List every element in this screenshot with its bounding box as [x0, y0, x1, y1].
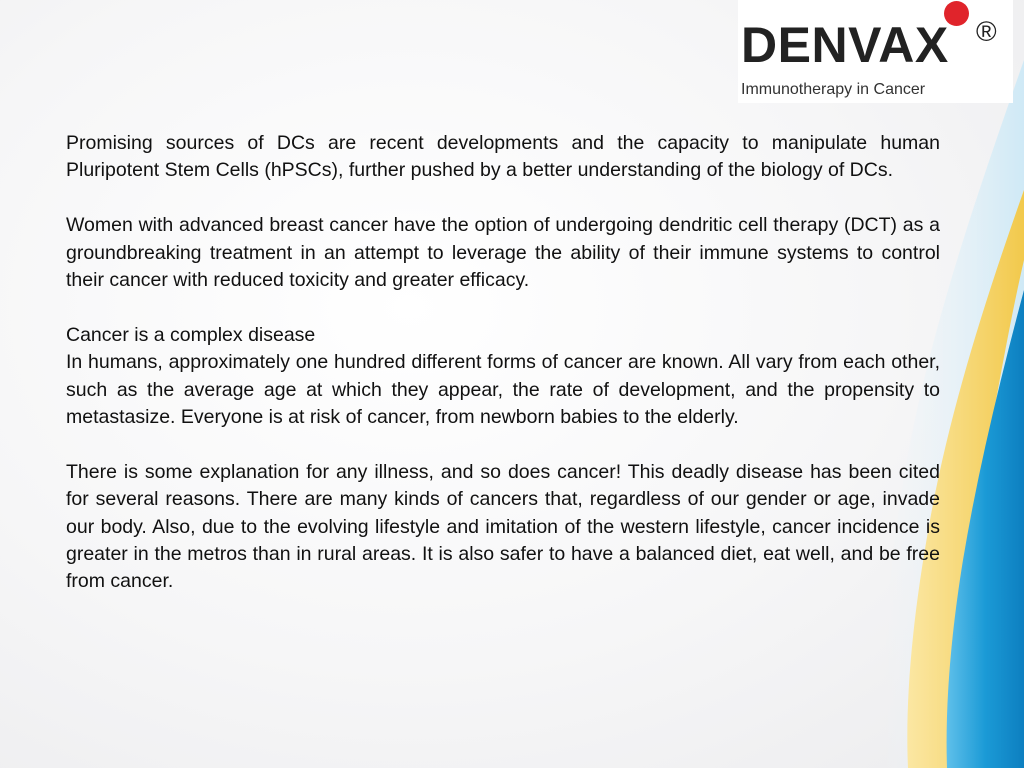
- logo-wordmark: DENVAX: [741, 17, 949, 73]
- registered-mark: ®: [976, 16, 997, 47]
- body-text: [66, 130, 940, 623]
- logo-tagline: Immunotherapy in Cancer: [741, 81, 926, 98]
- paragraph-body: In humans, approximately one hundred different forms of cancer are known. All vary from each other, such as the average age at which they appear, the rate of development, and the propensity to metastasize. Everyone is at risk of cancer, from newborn babies to the elderly.: [66, 351, 940, 429]
- paragraph-heading: Cancer is a complex disease: [66, 323, 316, 346]
- paragraph-explanation: There is some explanation for any illness, and so does cancer! This deadly disease has been cited for several reasons. There are many kinds of cancers that, regardless of our gender or age, invade our body. Also, due to the evolving lifestyle and imitation of the western lifestyle, cancer incidence is greater in the metros than in rural areas. It is also safer to have a balanced diet, eat well, and be free from cancer.: [66, 460, 940, 593]
- paragraph-complex-disease: [66, 322, 940, 432]
- paragraph-dc-sources: Promising sources of DCs are recent developments and the capacity to manipulate human Pluripotent Stem Cells (hPSCs), further pushed by a better understanding of the biology of DCs.: [66, 132, 940, 182]
- paragraph-breast-cancer: Women with advanced breast cancer have the option of undergoing dendritic cell therapy (DCT) as a groundbreaking treatment in an attempt to leverage the ability of their immune systems to control their cancer with reduced toxicity and greater efficacy.: [66, 214, 940, 292]
- denvax-logo: [738, 0, 1013, 103]
